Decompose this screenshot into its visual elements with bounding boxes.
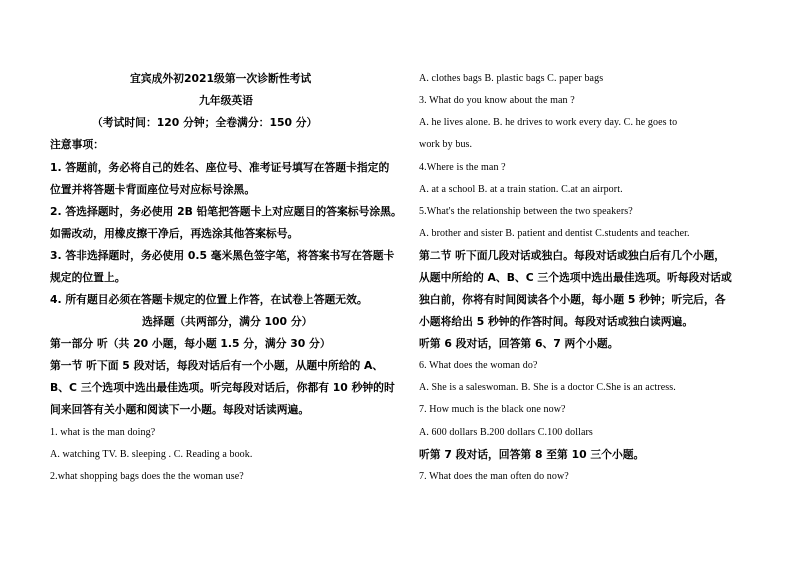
section2-line: 小题将给出 5 秒钟的作答时间。每段对话或独白读两遍。 [419, 315, 694, 328]
question-4-options: A. at a school B. at a train station. C.at an airport. [419, 184, 623, 195]
note-line: 位置并将答题卡背面座位号对应标号涂黑。 [50, 183, 256, 196]
question-5-options: A. brother and sister B. patient and dentist C.students and teacher. [419, 228, 690, 239]
question-6: 6. What does the woman do? [419, 360, 538, 371]
question-4: 4.Where is the man ? [419, 162, 506, 173]
section2-line: 独白前，你将有时间阅读各个小题，每小题 5 秒钟；听完后，各 [419, 293, 726, 306]
part1-heading: 第一部分 听（共 20 小题，每小题 1.5 分，满分 30 分） [50, 337, 331, 350]
question-7-options: A. 600 dollars B.200 dollars C.100 dollars [419, 427, 593, 438]
section2-line: 第二节 听下面几段对话或独白。每段对话或独白后有几个小题， [419, 249, 726, 262]
section2-line: 从题中所给的 A、B、C 三个选项中选出最佳选项。听每段对话或 [419, 271, 732, 284]
listen-instruction-7: 听第 7 段对话，回答第 8 至第 10 三个小题。 [419, 448, 645, 461]
question-3-options-cont: work by bus. [419, 139, 473, 150]
note-line: 1. 答题前，务必将自己的姓名、座位号、准考证号填写在答题卡指定的 [50, 161, 390, 174]
section1-line: 第一节 听下面 5 段对话，每段对话后有一个小题，从题中所给的 A、 [50, 359, 384, 372]
question-2: 2.what shopping bags does the the woman use? [50, 471, 244, 482]
listen-instruction-6: 听第 6 段对话，回答第 6、7 两个小题。 [419, 337, 619, 350]
question-1: 1. what is the man doing? [50, 427, 156, 438]
question-6-options: A. She is a saleswoman. B. She is a doctor C.She is an actress. [419, 382, 676, 393]
note-line: 如需改动，用橡皮擦干净后，再选涂其他答案标号。 [50, 227, 299, 240]
exam-title: 宜宾成外初2021级第一次诊断性考试 [130, 72, 312, 85]
note-line: 4. 所有题目必须在答题卡规定的位置上作答，在试卷上答题无效。 [50, 293, 368, 306]
notes-heading: 注意事项： [50, 138, 104, 151]
note-line: 2. 答选择题时，务必使用 2B 铅笔把答题卡上对应题目的答案标号涂黑。 [50, 205, 402, 218]
question-1-options: A. watching TV. B. sleeping . C. Reading a book. [50, 449, 253, 460]
section1-line: B、C 三个选项中选出最佳选项。听完每段对话后，你都有 10 秒钟的时 [50, 381, 395, 394]
question-7b: 7. What does the man often do now? [419, 471, 569, 482]
section1-line: 间来回答有关小题和阅读下一小题。每段对话读两遍。 [50, 403, 310, 416]
note-line: 规定的位置上。 [50, 271, 126, 284]
question-7: 7. How much is the black one now? [419, 404, 566, 415]
question-2-options: A. clothes bags B. plastic bags C. paper bags [419, 73, 604, 84]
question-5: 5.What's the relationship between the two speakers? [419, 206, 633, 217]
question-3-options: A. he lives alone. B. he drives to work every day. C. he goes to [419, 117, 678, 128]
section-title: 选择题（共两部分，满分 100 分） [142, 315, 313, 328]
exam-subtitle: 九年级英语 [199, 94, 253, 107]
exam-info: （考试时间：120 分钟；全卷满分：150 分） [92, 116, 318, 129]
question-3: 3. What do you know about the man ? [419, 95, 575, 106]
note-line: 3. 答非选择题时，务必使用 0.5 毫米黑色签字笔，将答案书写在答题卡 [50, 249, 395, 262]
